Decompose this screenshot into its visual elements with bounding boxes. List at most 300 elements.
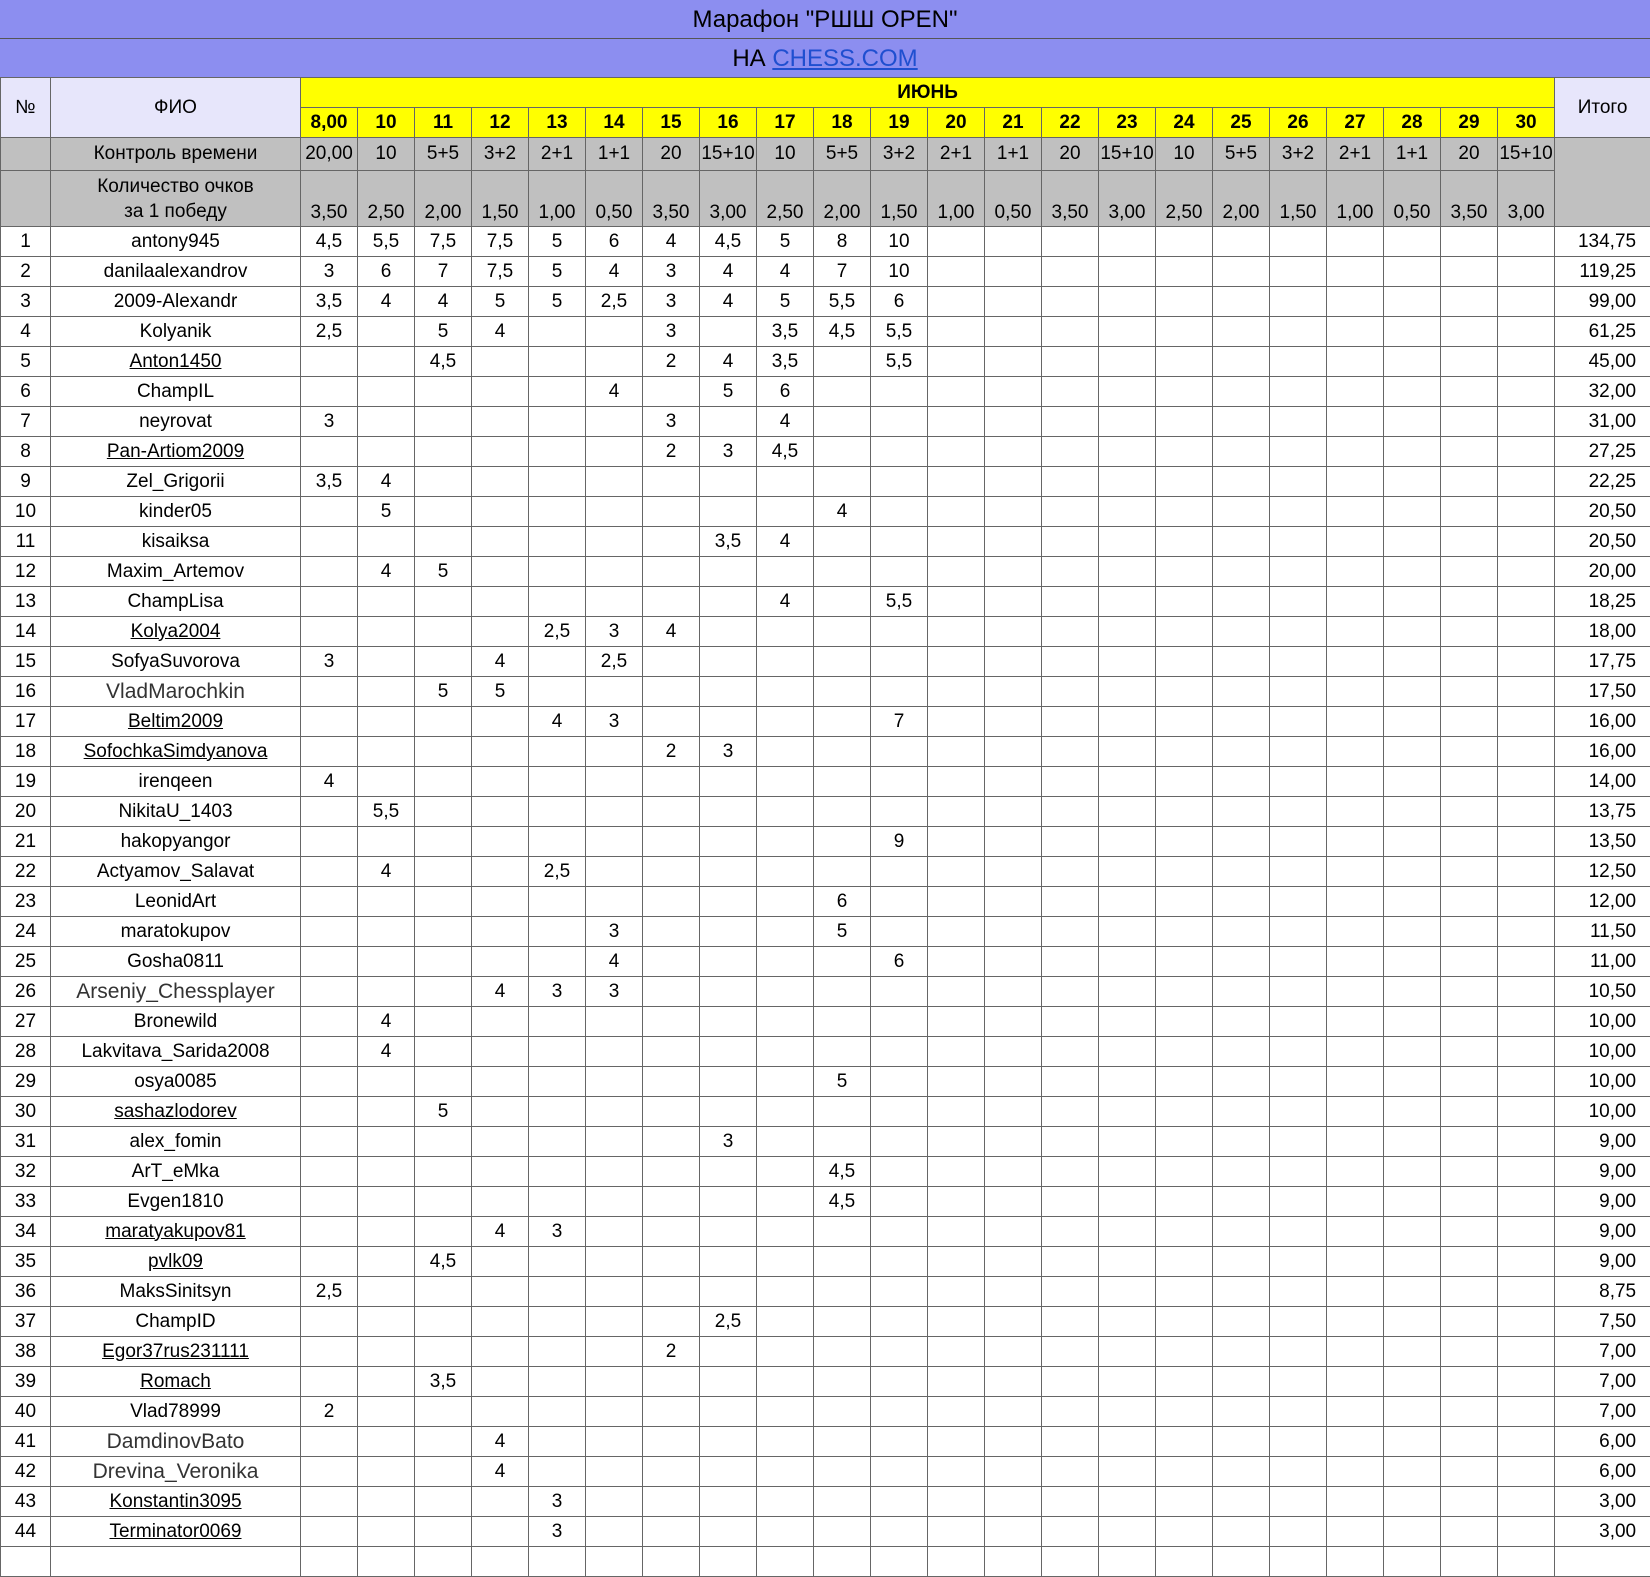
score-cell xyxy=(472,767,529,797)
score-cell xyxy=(1099,1307,1156,1337)
score-cell xyxy=(358,947,415,977)
score-cell xyxy=(1156,1487,1213,1517)
total-cell: 7,50 xyxy=(1555,1307,1650,1337)
score-cell xyxy=(1156,617,1213,647)
score-cell xyxy=(814,527,871,557)
score-cell: 4,5 xyxy=(814,1157,871,1187)
score-cell xyxy=(358,587,415,617)
score-cell xyxy=(1156,1157,1213,1187)
score-cell xyxy=(1327,377,1384,407)
score-cell xyxy=(928,1067,985,1097)
header-total: Итого xyxy=(1555,78,1650,138)
player-name-text[interactable]: Beltim2009 xyxy=(128,711,223,732)
score-cell xyxy=(643,977,700,1007)
score-cell xyxy=(985,587,1042,617)
score-cell xyxy=(1270,617,1327,647)
total-cell: 6,00 xyxy=(1555,1427,1650,1457)
score-cell xyxy=(1042,827,1099,857)
player-name-text: ChampID xyxy=(135,1311,215,1332)
row-number: 40 xyxy=(1,1397,51,1427)
player-name[interactable] xyxy=(51,1367,301,1397)
points-per-win-cell: 1,00 xyxy=(529,171,586,227)
score-cell xyxy=(1441,887,1498,917)
score-cell xyxy=(1384,1217,1441,1247)
score-cell xyxy=(1384,287,1441,317)
score-cell xyxy=(472,1367,529,1397)
score-cell xyxy=(757,557,814,587)
score-cell xyxy=(1213,347,1270,377)
score-cell: 3 xyxy=(700,737,757,767)
score-cell xyxy=(301,497,358,527)
score-cell xyxy=(415,947,472,977)
score-cell xyxy=(1042,797,1099,827)
score-cell xyxy=(700,497,757,527)
score-cell xyxy=(1498,1517,1555,1547)
score-cell xyxy=(358,737,415,767)
score-cell: 6 xyxy=(757,377,814,407)
score-cell xyxy=(1270,977,1327,1007)
score-cell xyxy=(643,767,700,797)
score-cell xyxy=(586,347,643,377)
score-cell xyxy=(871,467,928,497)
player-name-text: ArT_eMka xyxy=(132,1161,220,1182)
score-cell xyxy=(1327,1067,1384,1097)
player-name-text: Zel_Grigorii xyxy=(126,471,224,492)
score-cell xyxy=(1327,587,1384,617)
score-cell xyxy=(757,467,814,497)
row-number: 19 xyxy=(1,767,51,797)
score-cell xyxy=(928,1517,985,1547)
score-cell xyxy=(643,1127,700,1157)
player-name[interactable] xyxy=(51,437,301,467)
score-cell xyxy=(1099,257,1156,287)
score-cell xyxy=(814,467,871,497)
score-cell xyxy=(928,557,985,587)
score-cell xyxy=(586,317,643,347)
total-cell: 31,00 xyxy=(1555,407,1650,437)
score-cell xyxy=(301,377,358,407)
row-number: 31 xyxy=(1,1127,51,1157)
score-cell xyxy=(928,587,985,617)
score-cell xyxy=(358,1487,415,1517)
score-cell xyxy=(1099,857,1156,887)
score-cell xyxy=(1441,1127,1498,1157)
score-cell xyxy=(700,947,757,977)
day-header: 26 xyxy=(1270,108,1327,138)
score-cell xyxy=(1099,677,1156,707)
score-cell xyxy=(1498,587,1555,617)
score-cell xyxy=(415,617,472,647)
score-cell xyxy=(700,617,757,647)
score-cell xyxy=(1099,797,1156,827)
player-name[interactable] xyxy=(51,1247,301,1277)
score-cell xyxy=(1156,737,1213,767)
score-cell: 7 xyxy=(415,257,472,287)
score-cell xyxy=(1498,707,1555,737)
score-cell xyxy=(757,1067,814,1097)
score-cell xyxy=(1441,1007,1498,1037)
score-cell xyxy=(1384,527,1441,557)
player-name-text[interactable]: pvlk09 xyxy=(148,1251,203,1272)
total-cell: 17,50 xyxy=(1555,677,1650,707)
score-cell xyxy=(1156,1037,1213,1067)
score-cell xyxy=(928,797,985,827)
score-cell xyxy=(1099,437,1156,467)
score-cell xyxy=(1042,437,1099,467)
score-cell xyxy=(928,257,985,287)
score-cell xyxy=(1498,647,1555,677)
score-cell xyxy=(1156,437,1213,467)
score-cell xyxy=(985,1127,1042,1157)
score-cell xyxy=(415,437,472,467)
score-cell: 3 xyxy=(643,407,700,437)
score-cell xyxy=(700,1217,757,1247)
score-cell xyxy=(757,1127,814,1157)
player-name[interactable] xyxy=(51,347,301,377)
score-cell xyxy=(415,1067,472,1097)
player-name[interactable] xyxy=(51,707,301,737)
score-cell xyxy=(1384,1457,1441,1487)
row-number: 5 xyxy=(1,347,51,377)
chess-com-link[interactable]: CHESS.COM xyxy=(772,45,917,72)
score-cell xyxy=(1384,1367,1441,1397)
score-cell xyxy=(757,1007,814,1037)
score-cell xyxy=(757,707,814,737)
score-cell xyxy=(1213,317,1270,347)
score-cell xyxy=(700,1547,757,1577)
score-cell xyxy=(529,1007,586,1037)
score-cell xyxy=(814,1517,871,1547)
score-cell xyxy=(1042,767,1099,797)
score-cell xyxy=(1213,827,1270,857)
score-cell xyxy=(1270,1037,1327,1067)
score-cell xyxy=(928,677,985,707)
score-cell xyxy=(472,527,529,557)
score-cell xyxy=(472,1547,529,1577)
score-cell xyxy=(1270,407,1327,437)
score-cell xyxy=(871,1097,928,1127)
score-cell xyxy=(1384,587,1441,617)
row-number: 34 xyxy=(1,1217,51,1247)
score-cell xyxy=(643,917,700,947)
score-cell xyxy=(643,797,700,827)
table-row xyxy=(1,797,1650,827)
score-cell: 3 xyxy=(301,257,358,287)
score-cell xyxy=(700,1457,757,1487)
score-cell xyxy=(985,1517,1042,1547)
player-name[interactable] xyxy=(51,1487,301,1517)
score-cell xyxy=(928,1277,985,1307)
row-number: 11 xyxy=(1,527,51,557)
day-header: 20 xyxy=(928,108,985,138)
score-cell xyxy=(301,557,358,587)
player-name xyxy=(51,1277,301,1307)
score-cell xyxy=(700,1367,757,1397)
player-name-text: LeonidArt xyxy=(135,891,216,912)
score-cell xyxy=(586,1127,643,1157)
score-cell xyxy=(814,1037,871,1067)
score-cell xyxy=(529,1457,586,1487)
score-cell xyxy=(1384,377,1441,407)
player-name-text: antony945 xyxy=(131,231,220,252)
player-name-text[interactable]: SofochkaSimdyanova xyxy=(84,741,268,762)
score-cell xyxy=(472,347,529,377)
score-cell xyxy=(1441,1517,1498,1547)
score-cell: 4 xyxy=(757,587,814,617)
score-cell xyxy=(1270,557,1327,587)
player-name-text[interactable]: Anton1450 xyxy=(130,351,222,372)
score-cell xyxy=(301,1247,358,1277)
score-cell xyxy=(1270,707,1327,737)
score-cell xyxy=(1042,527,1099,557)
row-number: 29 xyxy=(1,1067,51,1097)
player-name-text[interactable]: Konstantin3095 xyxy=(109,1491,241,1512)
score-cell xyxy=(928,497,985,527)
score-cell xyxy=(1498,1487,1555,1517)
player-name[interactable] xyxy=(51,1097,301,1127)
score-cell xyxy=(985,257,1042,287)
score-cell xyxy=(529,1277,586,1307)
score-cell xyxy=(1213,1337,1270,1367)
score-cell xyxy=(871,497,928,527)
score-cell xyxy=(643,677,700,707)
player-name xyxy=(51,1157,301,1187)
score-cell xyxy=(1099,1247,1156,1277)
score-cell xyxy=(1156,1427,1213,1457)
score-cell xyxy=(985,677,1042,707)
player-name-text[interactable]: Romach xyxy=(140,1371,211,1392)
day-header: 25 xyxy=(1213,108,1270,138)
score-cell: 4 xyxy=(643,617,700,647)
standings-table xyxy=(0,77,1650,1577)
row-number: 28 xyxy=(1,1037,51,1067)
score-cell xyxy=(415,707,472,737)
score-cell xyxy=(700,467,757,497)
score-cell xyxy=(1156,647,1213,677)
player-name-text: kinder05 xyxy=(139,501,212,522)
score-cell xyxy=(871,1547,928,1577)
score-cell xyxy=(529,1307,586,1337)
score-cell xyxy=(814,1097,871,1127)
score-cell xyxy=(1498,347,1555,377)
score-cell xyxy=(1270,1187,1327,1217)
score-cell xyxy=(1327,1487,1384,1517)
score-cell xyxy=(871,557,928,587)
player-name[interactable] xyxy=(51,617,301,647)
total-cell: 12,50 xyxy=(1555,857,1650,887)
score-cell xyxy=(1498,1247,1555,1277)
score-cell xyxy=(529,887,586,917)
player-name[interactable] xyxy=(51,1217,301,1247)
score-cell xyxy=(1270,227,1327,257)
score-cell xyxy=(985,287,1042,317)
player-name[interactable] xyxy=(51,737,301,767)
score-cell xyxy=(529,1337,586,1367)
score-cell xyxy=(1441,527,1498,557)
player-name[interactable] xyxy=(51,1517,301,1547)
score-cell xyxy=(1156,467,1213,497)
row-number: 22 xyxy=(1,857,51,887)
score-cell xyxy=(301,1157,358,1187)
player-name xyxy=(51,1187,301,1217)
player-name-text[interactable]: maratyakupov81 xyxy=(105,1221,245,1242)
score-cell xyxy=(1042,1487,1099,1517)
points-per-win-cell: 1,50 xyxy=(871,171,928,227)
score-cell: 2 xyxy=(301,1397,358,1427)
score-cell: 3 xyxy=(529,1217,586,1247)
score-cell: 3 xyxy=(586,977,643,1007)
player-name-text[interactable]: Kolya2004 xyxy=(131,621,221,642)
table-row xyxy=(1,347,1650,377)
score-cell xyxy=(1270,827,1327,857)
row-number: 38 xyxy=(1,1337,51,1367)
score-cell xyxy=(1384,917,1441,947)
row-number: 26 xyxy=(1,977,51,1007)
score-cell xyxy=(985,767,1042,797)
score-cell xyxy=(1270,1217,1327,1247)
score-cell xyxy=(1042,347,1099,377)
score-cell xyxy=(1384,737,1441,767)
score-cell xyxy=(985,1397,1042,1427)
score-cell xyxy=(529,767,586,797)
score-cell xyxy=(415,767,472,797)
day-header: 13 xyxy=(529,108,586,138)
score-cell xyxy=(1384,227,1441,257)
score-cell xyxy=(1441,1067,1498,1097)
row-number: 6 xyxy=(1,377,51,407)
score-cell: 7,5 xyxy=(415,227,472,257)
score-cell xyxy=(1441,1337,1498,1367)
score-cell xyxy=(643,707,700,737)
player-name[interactable] xyxy=(51,1337,301,1367)
total-cell: 11,50 xyxy=(1555,917,1650,947)
table-row xyxy=(1,497,1650,527)
score-cell xyxy=(1384,497,1441,527)
score-cell xyxy=(1099,1217,1156,1247)
score-cell xyxy=(415,1427,472,1457)
score-cell xyxy=(529,1037,586,1067)
score-cell xyxy=(1042,917,1099,947)
table-row xyxy=(1,437,1650,467)
score-cell xyxy=(529,1067,586,1097)
score-cell xyxy=(985,1547,1042,1577)
score-cell xyxy=(1270,647,1327,677)
row-number: 25 xyxy=(1,947,51,977)
score-cell xyxy=(1270,257,1327,287)
table-row xyxy=(1,287,1650,317)
score-cell xyxy=(1213,917,1270,947)
score-cell xyxy=(1327,527,1384,557)
score-cell xyxy=(358,407,415,437)
score-cell xyxy=(1441,1457,1498,1487)
score-cell xyxy=(529,497,586,527)
score-cell xyxy=(871,377,928,407)
score-cell xyxy=(586,1457,643,1487)
score-cell xyxy=(1099,1157,1156,1187)
total-cell: 134,75 xyxy=(1555,227,1650,257)
score-cell xyxy=(985,227,1042,257)
row-number: 37 xyxy=(1,1307,51,1337)
day-header: 8,00 xyxy=(301,108,358,138)
score-cell xyxy=(814,1427,871,1457)
player-name xyxy=(51,467,301,497)
table-row xyxy=(1,557,1650,587)
score-cell xyxy=(301,1517,358,1547)
score-cell xyxy=(643,1007,700,1037)
score-cell xyxy=(1156,1397,1213,1427)
score-cell xyxy=(1441,797,1498,827)
score-cell xyxy=(985,527,1042,557)
player-name-text: MaksSinitsyn xyxy=(120,1281,232,1302)
score-cell xyxy=(1213,227,1270,257)
score-cell xyxy=(1270,497,1327,527)
score-cell: 2 xyxy=(643,347,700,377)
score-cell xyxy=(643,497,700,527)
score-cell xyxy=(757,947,814,977)
score-cell xyxy=(1042,1157,1099,1187)
score-cell xyxy=(814,947,871,977)
player-name-text[interactable]: sashazlodorev xyxy=(114,1101,237,1122)
score-cell xyxy=(1156,1187,1213,1217)
score-cell xyxy=(643,1487,700,1517)
score-cell xyxy=(1270,737,1327,767)
player-name xyxy=(51,587,301,617)
score-cell xyxy=(871,1517,928,1547)
score-cell xyxy=(1384,977,1441,1007)
score-cell xyxy=(700,857,757,887)
player-name-text: DamdinovBato xyxy=(107,1430,245,1453)
table-row xyxy=(1,1487,1650,1517)
score-cell xyxy=(985,1277,1042,1307)
score-cell xyxy=(814,1247,871,1277)
score-cell xyxy=(301,977,358,1007)
player-name-text: ChampLisa xyxy=(127,591,223,612)
score-cell xyxy=(871,887,928,917)
score-cell xyxy=(1042,377,1099,407)
score-cell: 3,5 xyxy=(757,317,814,347)
row-number: 24 xyxy=(1,917,51,947)
player-name-text[interactable]: Terminator0069 xyxy=(109,1521,241,1542)
score-cell: 2,5 xyxy=(700,1307,757,1337)
player-name xyxy=(51,857,301,887)
score-cell xyxy=(700,647,757,677)
score-cell xyxy=(1441,1187,1498,1217)
header-month: ИЮНЬ xyxy=(301,78,1555,108)
points-blank xyxy=(1,171,51,227)
score-cell xyxy=(1213,257,1270,287)
score-cell xyxy=(529,947,586,977)
score-cell xyxy=(700,1007,757,1037)
score-cell xyxy=(928,1007,985,1037)
score-cell xyxy=(1441,1427,1498,1457)
score-cell: 5 xyxy=(529,227,586,257)
time-control-cell: 15+10 xyxy=(700,138,757,171)
player-name-text[interactable]: Egor37rus231111 xyxy=(102,1341,249,1362)
score-cell xyxy=(1327,467,1384,497)
score-cell xyxy=(1213,437,1270,467)
score-cell xyxy=(301,1007,358,1037)
score-cell xyxy=(1498,857,1555,887)
player-name-text[interactable]: Pan-Artiom2009 xyxy=(107,441,244,462)
score-cell xyxy=(871,977,928,1007)
score-cell xyxy=(1498,947,1555,977)
time-control-cell: 10 xyxy=(358,138,415,171)
score-cell xyxy=(757,1277,814,1307)
score-cell xyxy=(814,827,871,857)
score-cell: 4,5 xyxy=(301,227,358,257)
points-per-win-cell: 0,50 xyxy=(1384,171,1441,227)
score-cell xyxy=(1042,1397,1099,1427)
